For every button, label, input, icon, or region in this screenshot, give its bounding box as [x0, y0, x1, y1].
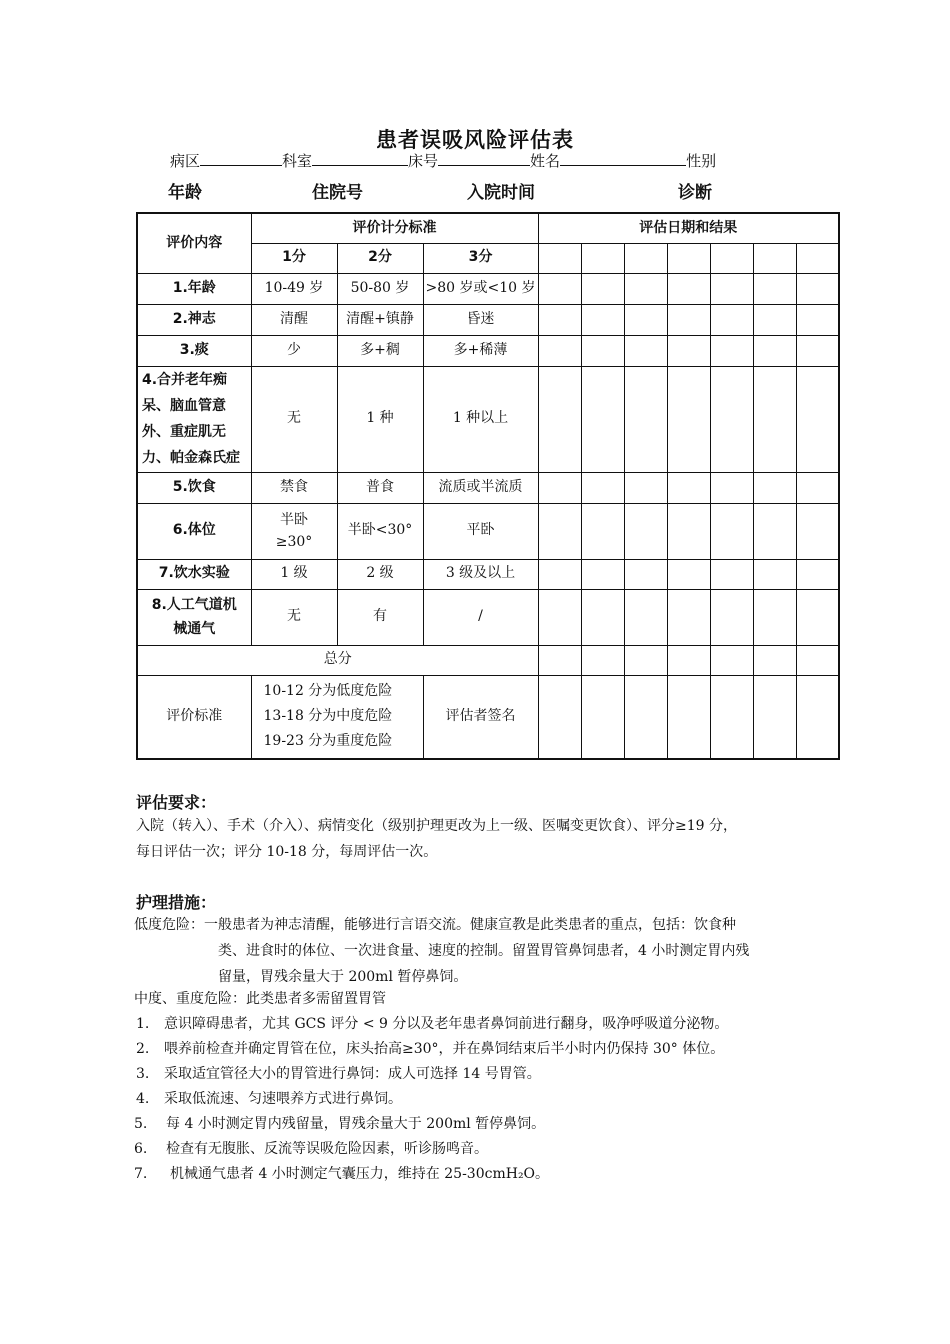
- row-label: 7.饮水实验: [137, 559, 251, 589]
- result-cell[interactable]: [796, 335, 839, 366]
- low-risk-line: 类、进食时的体位、一次进食量、速度的控制。留置胃管鼻饲患者，4 小时测定胃内残: [218, 943, 750, 959]
- date-cell[interactable]: [581, 243, 624, 273]
- list-item: [134, 1111, 545, 1137]
- result-cell[interactable]: [796, 366, 839, 472]
- list-item: [136, 1061, 541, 1087]
- result-cell[interactable]: [753, 273, 796, 304]
- requirements-title: 评估要求：: [136, 793, 217, 812]
- page-title: 患者误吸风险评估表: [376, 127, 574, 152]
- standard-list: 10-12 分为低度危险 13-18 分为中度危险 19-23 分为重度危险: [251, 675, 423, 759]
- score-2-cell: 清醒+镇静: [337, 304, 423, 335]
- result-cell[interactable]: [796, 559, 839, 589]
- date-cell[interactable]: [624, 243, 667, 273]
- result-cell[interactable]: [581, 366, 624, 472]
- result-cell[interactable]: [667, 503, 710, 559]
- list-number: 1.: [136, 1016, 150, 1032]
- result-cell[interactable]: [796, 589, 839, 645]
- result-cell[interactable]: [538, 559, 581, 589]
- result-cell[interactable]: [581, 589, 624, 645]
- result-cell[interactable]: [538, 304, 581, 335]
- list-text: 采取低流速、匀速喂养方式进行鼻饲。: [164, 1091, 402, 1107]
- result-cell[interactable]: [753, 472, 796, 503]
- signature-cell[interactable]: [667, 675, 710, 759]
- age-label: 年龄: [168, 183, 202, 203]
- list-item: [136, 1036, 724, 1062]
- row-label: 8.人工气道机 械通气: [137, 589, 251, 645]
- date-cell[interactable]: [796, 243, 839, 273]
- table-row: [137, 472, 839, 503]
- list-item: [136, 1011, 728, 1037]
- total-label: 总分: [137, 645, 538, 675]
- low-risk-line: 留量，胃残余量大于 200ml 暂停鼻饲。: [218, 969, 468, 985]
- score-2-cell: 半卧<30°: [337, 503, 423, 559]
- score-3-cell: 3 级及以上: [423, 559, 538, 589]
- score-2-cell: 50-80 岁: [337, 273, 423, 304]
- table-row: [137, 366, 839, 472]
- score-1-cell: 10-49 岁: [251, 273, 337, 304]
- list-text: 意识障碍患者，尤其 GCS 评分 < 9 分以及老年患者鼻饲前进行翻身，吸净呼吸道分泌物。: [164, 1016, 729, 1032]
- ward-label: 病区: [170, 152, 201, 170]
- list-text: 检查有无腹胀、反流等误吸危险因素，听诊肠鸣音。: [166, 1141, 488, 1157]
- list-number: 3.: [136, 1066, 150, 1082]
- date-cell[interactable]: [667, 243, 710, 273]
- result-cell[interactable]: [581, 273, 624, 304]
- score-3-cell: 1 种以上: [423, 366, 538, 472]
- mid-high-risk-line: 中度、重度危险：此类患者多需留置胃管: [134, 991, 386, 1007]
- list-number: 7.: [134, 1166, 148, 1182]
- assessment-table: [136, 212, 840, 760]
- total-cell[interactable]: [753, 645, 796, 675]
- row-label: 5.饮食: [137, 472, 251, 503]
- score-3-cell: 流质或半流质: [423, 472, 538, 503]
- total-cell[interactable]: [710, 645, 753, 675]
- result-cell[interactable]: [753, 503, 796, 559]
- gender-label: 性别: [686, 152, 717, 170]
- result-cell[interactable]: [538, 472, 581, 503]
- result-cell[interactable]: [581, 304, 624, 335]
- score-2-cell: 普食: [337, 472, 423, 503]
- list-text: 每 4 小时测定胃内残留量，胃残余量大于 200ml 暂停鼻饲。: [166, 1116, 546, 1132]
- ward-field[interactable]: [200, 150, 282, 166]
- list-number: 6.: [134, 1141, 148, 1157]
- admission-no-label: 住院号: [312, 183, 363, 203]
- row-label: 6.体位: [137, 503, 251, 559]
- score-3-cell: 平卧: [423, 503, 538, 559]
- date-cell[interactable]: [710, 243, 753, 273]
- result-cell[interactable]: [624, 304, 667, 335]
- list-item: [134, 1136, 488, 1162]
- result-cell[interactable]: [710, 335, 753, 366]
- table-row: [137, 335, 839, 366]
- result-cell[interactable]: [753, 589, 796, 645]
- result-cell[interactable]: [538, 589, 581, 645]
- list-item: [136, 1086, 402, 1112]
- table-row: [137, 559, 839, 589]
- result-cell[interactable]: [710, 304, 753, 335]
- list-number: 5.: [134, 1116, 148, 1132]
- score-1-cell: 少: [251, 335, 337, 366]
- date-header: 评估日期和结果: [538, 213, 839, 243]
- score-2-header: 2分: [337, 243, 423, 273]
- result-cell[interactable]: [753, 366, 796, 472]
- total-cell[interactable]: [667, 645, 710, 675]
- assessor-label: 评估者签名: [423, 675, 538, 759]
- score-3-cell: 昏迷: [423, 304, 538, 335]
- patient-info-line: [170, 150, 716, 171]
- requirements-line: 入院（转入）、手术（介入）、病情变化（级别护理更改为上一级、医嘱变更饮食）、评分≥19 分，: [136, 818, 737, 834]
- signature-cell[interactable]: [538, 675, 581, 759]
- result-cell[interactable]: [753, 335, 796, 366]
- signature-cell[interactable]: [624, 675, 667, 759]
- table-row: [137, 589, 839, 645]
- result-cell[interactable]: [753, 559, 796, 589]
- row-label: 2.神志: [137, 304, 251, 335]
- result-cell[interactable]: [624, 335, 667, 366]
- result-cell[interactable]: [667, 304, 710, 335]
- list-number: 4.: [136, 1091, 150, 1107]
- result-cell[interactable]: [624, 503, 667, 559]
- total-cell[interactable]: [624, 645, 667, 675]
- table-row: [137, 273, 839, 304]
- result-cell[interactable]: [538, 366, 581, 472]
- result-cell[interactable]: [710, 472, 753, 503]
- total-cell[interactable]: [538, 645, 581, 675]
- row-label: 4.合并老年痴 呆、脑血管意 外、重症肌无 力、帕金森氏症: [137, 366, 251, 472]
- result-cell[interactable]: [624, 472, 667, 503]
- signature-cell[interactable]: [796, 675, 839, 759]
- total-row: [137, 645, 839, 675]
- criteria-header: 评价计分标准: [251, 213, 538, 243]
- result-cell[interactable]: [753, 304, 796, 335]
- score-1-cell: 半卧 ≥30°: [251, 503, 337, 559]
- row-label: 1.年龄: [137, 273, 251, 304]
- result-cell[interactable]: [581, 472, 624, 503]
- score-3-header: 3分: [423, 243, 538, 273]
- signature-cell[interactable]: [753, 675, 796, 759]
- result-cell[interactable]: [710, 589, 753, 645]
- table-row: [137, 304, 839, 335]
- list-number: 2.: [136, 1041, 150, 1057]
- result-cell[interactable]: [624, 366, 667, 472]
- requirements-line: 每日评估一次；评分 10-18 分，每周评估一次。: [136, 844, 438, 860]
- bed-label: 床号: [408, 152, 439, 170]
- result-cell[interactable]: [538, 335, 581, 366]
- low-risk-line: 低度危险：一般患者为神志清醒，能够进行言语交流。健康宣教是此类患者的重点，包括：饮食种: [134, 917, 736, 933]
- result-cell[interactable]: [581, 335, 624, 366]
- result-cell[interactable]: [538, 273, 581, 304]
- result-cell[interactable]: [667, 559, 710, 589]
- result-cell[interactable]: [710, 273, 753, 304]
- result-cell[interactable]: [710, 366, 753, 472]
- result-cell[interactable]: [796, 472, 839, 503]
- score-2-cell: 1 种: [337, 366, 423, 472]
- result-cell[interactable]: [624, 589, 667, 645]
- standard-row: [137, 675, 839, 759]
- date-cell[interactable]: [753, 243, 796, 273]
- department-label: 科室: [282, 152, 313, 170]
- result-cell[interactable]: [667, 273, 710, 304]
- result-cell[interactable]: [667, 335, 710, 366]
- result-cell[interactable]: [796, 304, 839, 335]
- score-2-cell: 多+稠: [337, 335, 423, 366]
- row-label: 3.痰: [137, 335, 251, 366]
- admission-time-label: 入院时间: [467, 183, 535, 203]
- score-2-cell: 2 级: [337, 559, 423, 589]
- result-cell[interactable]: [710, 559, 753, 589]
- result-cell[interactable]: [624, 559, 667, 589]
- result-cell[interactable]: [667, 589, 710, 645]
- result-cell[interactable]: [710, 503, 753, 559]
- result-cell[interactable]: [667, 472, 710, 503]
- signature-cell[interactable]: [710, 675, 753, 759]
- list-text: 机械通气患者 4 小时测定气囊压力，维持在 25-30cmH₂O。: [170, 1166, 550, 1182]
- score-1-cell: 1 级: [251, 559, 337, 589]
- date-cell[interactable]: [538, 243, 581, 273]
- score-3-cell: 多+稀薄: [423, 335, 538, 366]
- result-cell[interactable]: [581, 559, 624, 589]
- signature-cell[interactable]: [581, 675, 624, 759]
- score-1-header: 1分: [251, 243, 337, 273]
- score-2-cell: 有: [337, 589, 423, 645]
- result-cell[interactable]: [667, 366, 710, 472]
- score-3-cell: >80 岁或<10 岁: [423, 273, 538, 304]
- result-cell[interactable]: [796, 273, 839, 304]
- total-cell[interactable]: [581, 645, 624, 675]
- table-row: [137, 503, 839, 559]
- department-field[interactable]: [312, 150, 408, 166]
- score-1-cell: 清醒: [251, 304, 337, 335]
- result-cell[interactable]: [624, 273, 667, 304]
- score-1-cell: 无: [251, 366, 337, 472]
- score-1-cell: 禁食: [251, 472, 337, 503]
- result-cell[interactable]: [581, 503, 624, 559]
- list-text: 喂养前检查并确定胃管在位，床头抬高≥30°，并在鼻饲结束后半小时内仍保持 30° 体位。: [164, 1041, 725, 1057]
- score-1-cell: 无: [251, 589, 337, 645]
- bed-field[interactable]: [438, 150, 530, 166]
- diagnosis-label: 诊断: [678, 183, 712, 203]
- result-cell[interactable]: [796, 503, 839, 559]
- score-3-cell: /: [423, 589, 538, 645]
- measures-title: 护理措施：: [136, 893, 217, 912]
- total-cell[interactable]: [796, 645, 839, 675]
- list-item: [134, 1161, 549, 1187]
- content-header: 评价内容: [137, 213, 251, 273]
- name-label: 姓名: [530, 152, 561, 170]
- name-field[interactable]: [560, 150, 686, 166]
- result-cell[interactable]: [538, 503, 581, 559]
- standard-label: 评价标准: [137, 675, 251, 759]
- list-text: 采取适宜管径大小的胃管进行鼻饲：成人可选择 14 号胃管。: [164, 1066, 541, 1082]
